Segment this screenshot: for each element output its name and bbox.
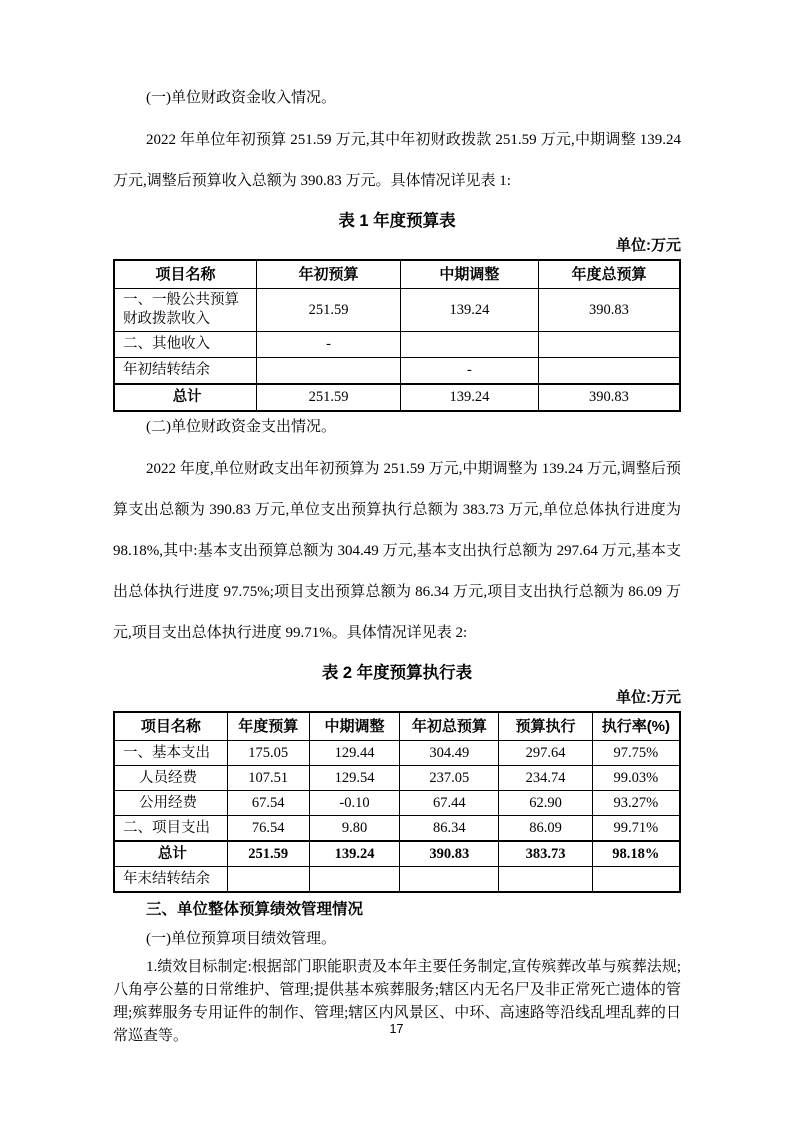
table-cell: 237.05 xyxy=(400,766,499,791)
table-cell: 107.51 xyxy=(227,766,309,791)
column-header: 中期调整 xyxy=(309,712,400,741)
table-cell: 139.24 xyxy=(309,841,400,867)
table-cell: 86.34 xyxy=(400,816,499,842)
table-cell: 76.54 xyxy=(227,816,309,842)
annual-budget-table xyxy=(113,259,681,412)
income-section-heading: (一)单位财政资金收入情况。 xyxy=(146,90,336,106)
table-cell: 97.75% xyxy=(592,741,680,766)
table-cell: 175.05 xyxy=(227,741,309,766)
table-cell: 67.54 xyxy=(227,791,309,816)
table-cell: 总计 xyxy=(114,841,227,867)
table-cell: 86.09 xyxy=(499,816,592,842)
table-cell: 390.83 xyxy=(400,841,499,867)
table-cell: - xyxy=(400,358,538,385)
table-cell: 年初结转结余 xyxy=(114,358,257,385)
table-row xyxy=(114,358,680,385)
table-cell: 一、一般公共预算财政拨款收入 xyxy=(114,289,257,332)
table-cell: 139.24 xyxy=(400,289,538,332)
column-header: 预算执行 xyxy=(499,712,592,741)
table-cell xyxy=(538,332,680,358)
table-row xyxy=(114,791,680,816)
table-cell xyxy=(257,358,401,385)
column-header: 年初预算 xyxy=(257,260,401,289)
column-header: 年度预算 xyxy=(227,712,309,741)
table-cell: 年末结转结余 xyxy=(114,867,227,893)
performance-subsection-heading: (一)单位预算项目绩效管理。 xyxy=(146,931,336,947)
table-cell: 62.90 xyxy=(499,791,592,816)
table-cell: 304.49 xyxy=(400,741,499,766)
table-cell: 390.83 xyxy=(538,289,680,332)
budget-execution-table xyxy=(113,711,681,893)
income-paragraph: 2022 年单位年初预算 251.59 万元,其中年初财政拨款 251.59 万元,中期调整 139.24 万元,调整后预算收入总额为 390.83 万元。具体情况详见表 1: xyxy=(113,132,681,189)
table-row xyxy=(114,766,680,791)
table-cell: 公用经费 xyxy=(114,791,227,816)
table-cell: 234.74 xyxy=(499,766,592,791)
table-header-row xyxy=(114,712,680,741)
column-header: 年度总预算 xyxy=(538,260,680,289)
table-cell: 99.03% xyxy=(592,766,680,791)
table-cell: 一、基本支出 xyxy=(114,741,227,766)
column-header: 项目名称 xyxy=(114,260,257,289)
table-cell: 93.27% xyxy=(592,791,680,816)
column-header: 中期调整 xyxy=(400,260,538,289)
table-cell: 99.71% xyxy=(592,816,680,842)
table-cell xyxy=(227,867,309,893)
table-row xyxy=(114,816,680,842)
table-row xyxy=(114,841,680,867)
column-header: 执行率(%) xyxy=(592,712,680,741)
table-cell: 67.44 xyxy=(400,791,499,816)
table-cell: - xyxy=(257,332,401,358)
performance-paragraph: 1.绩效目标制定:根据部门职能职责及本年主要任务制定,宣传殡葬改革与殡葬法规;八角亭公墓的日常维护、管理;提供基本殡葬服务;辖区内无名尸及非正常死亡遗体的管理;殡葬服务专用证件的制作、管理;辖区内风景区、中环、高速路等沿线乱埋乱葬的日常巡查等。 xyxy=(113,959,681,1044)
table-cell: 129.54 xyxy=(309,766,400,791)
table-cell: -0.10 xyxy=(309,791,400,816)
table-row xyxy=(114,384,680,411)
table-cell: 390.83 xyxy=(538,384,680,411)
expenditure-section-heading: (二)单位财政资金支出情况。 xyxy=(146,419,336,435)
table-body xyxy=(114,289,680,412)
performance-section-heading: 三、单位整体预算绩效管理情况 xyxy=(146,901,364,918)
table-body xyxy=(114,741,680,893)
table-header-row xyxy=(114,260,680,289)
table-cell: 二、其他收入 xyxy=(114,332,257,358)
table-cell xyxy=(592,867,680,893)
table-cell: 251.59 xyxy=(227,841,309,867)
table-cell: 总计 xyxy=(114,384,257,411)
expenditure-paragraph: 2022 年度,单位财政支出年初预算为 251.59 万元,中期调整为 139.24 万元,调整后预算支出总额为 390.83 万元,单位支出预算执行总额为 383.73 万元,单位总体执行进度为 98.18%,其中:基本支出预算总额为 304.49 万元,基本支出执行总额为 297.64 万元,基本支出总体执行进度 97.75%;项目支出预算总额为 86.34 万元,项目支出执行总额为 86.09 万元,项目支出总体执行进度 99.71%。具体情况详见表 2: xyxy=(113,461,681,641)
page-content xyxy=(113,0,681,1048)
table-cell: 二、项目支出 xyxy=(114,816,227,842)
table-cell xyxy=(538,358,680,385)
column-header: 项目名称 xyxy=(114,712,227,741)
table-cell: 129.44 xyxy=(309,741,400,766)
table-cell: 251.59 xyxy=(257,289,401,332)
table-row xyxy=(114,741,680,766)
table-cell xyxy=(309,867,400,893)
table-row xyxy=(114,867,680,893)
table-cell: 98.18% xyxy=(592,841,680,867)
table-cell: 297.64 xyxy=(499,741,592,766)
table-cell: 人员经费 xyxy=(114,766,227,791)
table-cell: 251.59 xyxy=(257,384,401,411)
table-cell xyxy=(400,867,499,893)
table-row xyxy=(114,332,680,358)
table2-title: 表 2 年度预算执行表 xyxy=(321,664,473,682)
table2-unit-label: 单位:万元 xyxy=(616,689,681,706)
table-cell: 139.24 xyxy=(400,384,538,411)
page-number: 17 xyxy=(389,1022,404,1036)
table-cell: 383.73 xyxy=(499,841,592,867)
table-row xyxy=(114,289,680,332)
table-cell xyxy=(400,332,538,358)
table-cell xyxy=(499,867,592,893)
table1-title: 表 1 年度预算表 xyxy=(338,212,456,230)
table-cell: 9.80 xyxy=(309,816,400,842)
column-header: 年初总预算 xyxy=(400,712,499,741)
table1-unit-label: 单位:万元 xyxy=(616,237,681,254)
